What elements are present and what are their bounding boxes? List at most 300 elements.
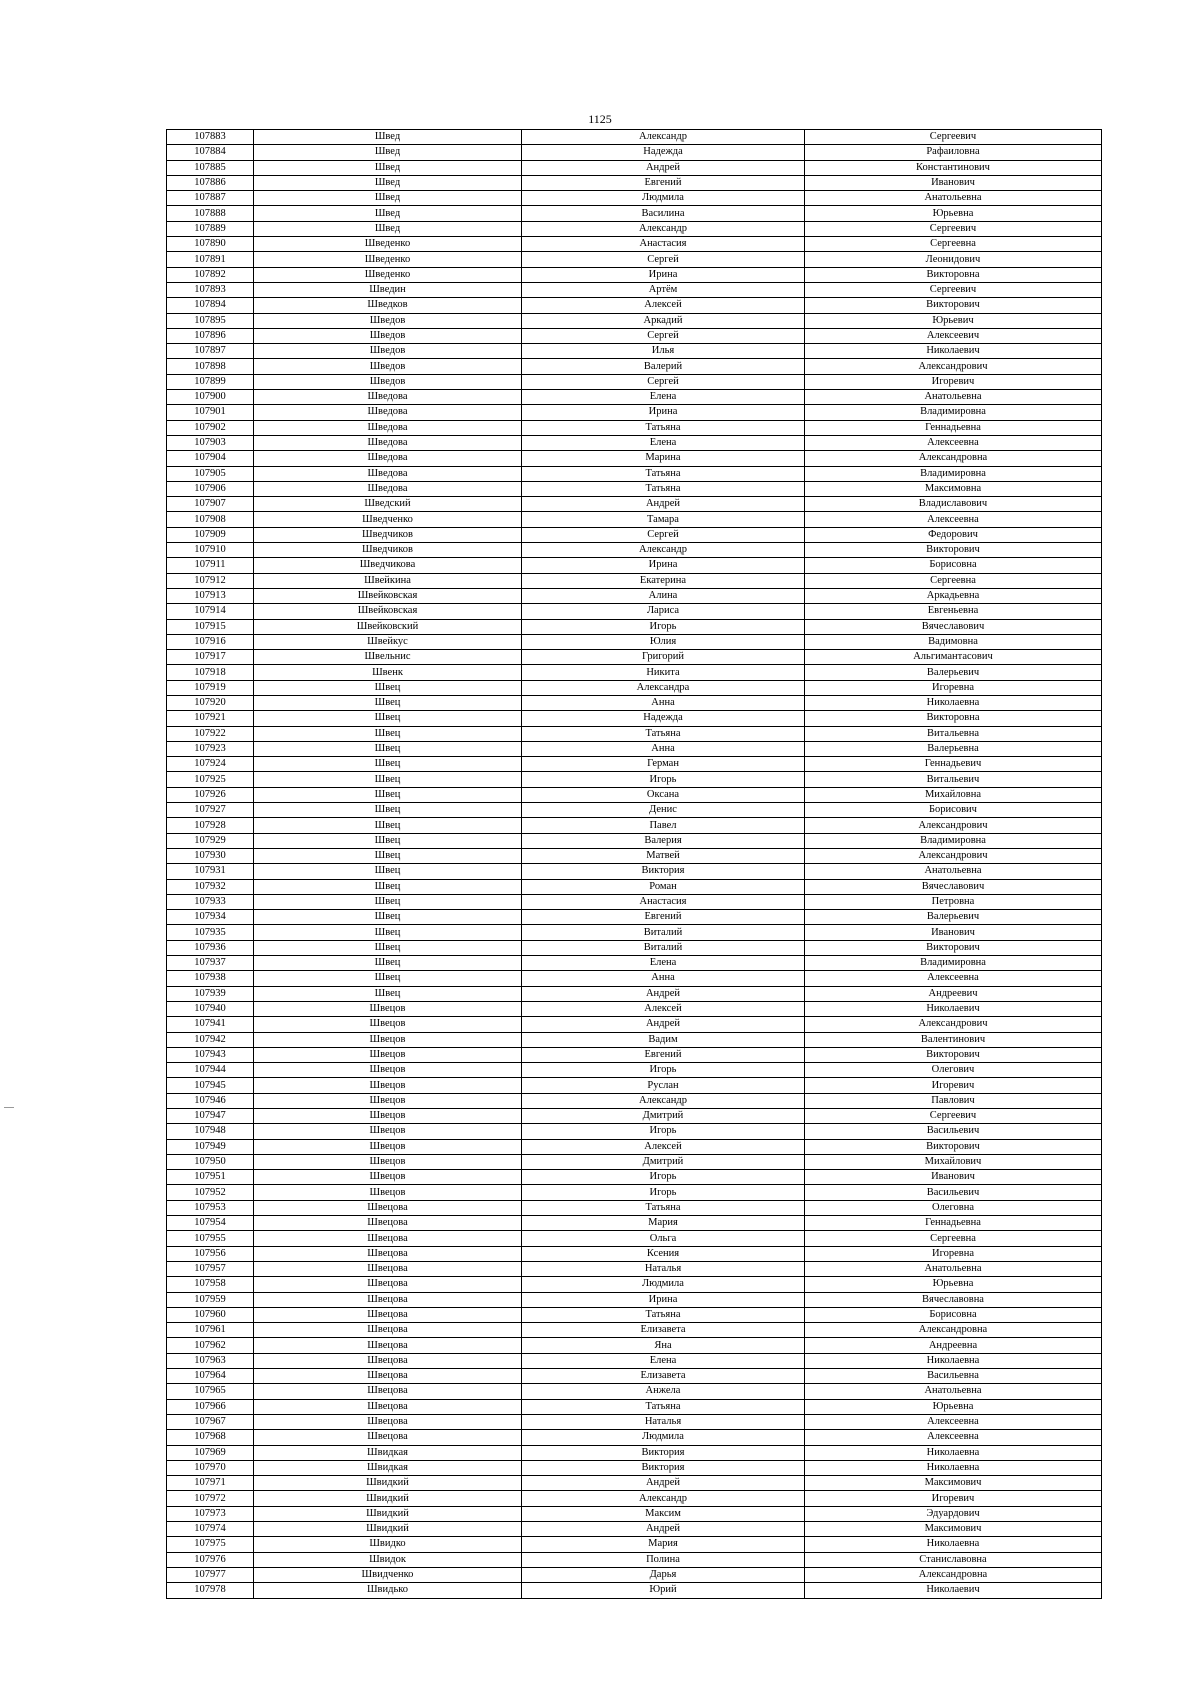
first-name-cell: Дарья — [522, 1567, 805, 1582]
patronymic-cell: Николаевич — [805, 344, 1102, 359]
surname-cell: Швец — [254, 879, 522, 894]
patronymic-cell: Александрович — [805, 818, 1102, 833]
surname-cell: Швецов — [254, 1139, 522, 1154]
patronymic-cell: Сергеевич — [805, 1109, 1102, 1124]
record-number-cell: 107938 — [167, 971, 254, 986]
table-row — [167, 910, 1102, 925]
first-name-cell: Евгений — [522, 910, 805, 925]
record-number-cell: 107962 — [167, 1338, 254, 1353]
surname-cell: Швецова — [254, 1369, 522, 1384]
table-row — [167, 925, 1102, 940]
table-row — [167, 130, 1102, 145]
record-number-cell: 107936 — [167, 940, 254, 955]
surname-cell: Швецов — [254, 1047, 522, 1062]
record-number-cell: 107958 — [167, 1277, 254, 1292]
table-row — [167, 986, 1102, 1001]
table-row — [167, 1063, 1102, 1078]
table-row — [167, 772, 1102, 787]
record-number-cell: 107913 — [167, 588, 254, 603]
surname-cell: Швецова — [254, 1231, 522, 1246]
first-name-cell: Дмитрий — [522, 1154, 805, 1169]
record-number-cell: 107951 — [167, 1170, 254, 1185]
table-row — [167, 1445, 1102, 1460]
table-row — [167, 191, 1102, 206]
surname-cell: Швецова — [254, 1246, 522, 1261]
record-number-cell: 107887 — [167, 191, 254, 206]
first-name-cell: Андрей — [522, 986, 805, 1001]
first-name-cell: Ксения — [522, 1246, 805, 1261]
surname-cell: Швец — [254, 894, 522, 909]
table-row — [167, 267, 1102, 282]
first-name-cell: Наталья — [522, 1261, 805, 1276]
table-row — [167, 390, 1102, 405]
first-name-cell: Игорь — [522, 1170, 805, 1185]
surname-cell: Швецова — [254, 1200, 522, 1215]
patronymic-cell: Анатольевна — [805, 390, 1102, 405]
surname-cell: Швецов — [254, 1093, 522, 1108]
record-number-cell: 107933 — [167, 894, 254, 909]
table-row — [167, 573, 1102, 588]
surname-cell: Швецов — [254, 1078, 522, 1093]
surname-cell: Швецова — [254, 1414, 522, 1429]
first-name-cell: Сергей — [522, 328, 805, 343]
first-name-cell: Андрей — [522, 497, 805, 512]
record-number-cell: 107976 — [167, 1552, 254, 1567]
surname-cell: Швецов — [254, 1109, 522, 1124]
table-row — [167, 1216, 1102, 1231]
patronymic-cell: Николаевич — [805, 1001, 1102, 1016]
patronymic-cell: Витальевна — [805, 726, 1102, 741]
first-name-cell: Татьяна — [522, 1399, 805, 1414]
patronymic-cell: Геннадьевна — [805, 420, 1102, 435]
table-row — [167, 665, 1102, 680]
surname-cell: Швец — [254, 772, 522, 787]
patronymic-cell: Александрович — [805, 1017, 1102, 1032]
first-name-cell: Лариса — [522, 604, 805, 619]
first-name-cell: Григорий — [522, 650, 805, 665]
table-row — [167, 1109, 1102, 1124]
first-name-cell: Елизавета — [522, 1323, 805, 1338]
table-row — [167, 1078, 1102, 1093]
surname-cell: Швецов — [254, 1185, 522, 1200]
record-number-cell: 107934 — [167, 910, 254, 925]
record-number-cell: 107974 — [167, 1522, 254, 1537]
table-row — [167, 497, 1102, 512]
patronymic-cell: Сергеевич — [805, 130, 1102, 145]
record-number-cell: 107900 — [167, 390, 254, 405]
first-name-cell: Яна — [522, 1338, 805, 1353]
table-row — [167, 1430, 1102, 1445]
table-row — [167, 466, 1102, 481]
record-number-cell: 107914 — [167, 604, 254, 619]
record-number-cell: 107893 — [167, 282, 254, 297]
surname-cell: Швидченко — [254, 1567, 522, 1582]
patronymic-cell: Максимович — [805, 1476, 1102, 1491]
registry-table — [166, 129, 1102, 1599]
record-number-cell: 107923 — [167, 741, 254, 756]
first-name-cell: Игорь — [522, 619, 805, 634]
surname-cell: Шведова — [254, 435, 522, 450]
record-number-cell: 107926 — [167, 787, 254, 802]
surname-cell: Швецов — [254, 1063, 522, 1078]
record-number-cell: 107928 — [167, 818, 254, 833]
record-number-cell: 107977 — [167, 1567, 254, 1582]
patronymic-cell: Федорович — [805, 527, 1102, 542]
record-number-cell: 107937 — [167, 956, 254, 971]
surname-cell: Швец — [254, 726, 522, 741]
record-number-cell: 107907 — [167, 497, 254, 512]
record-number-cell: 107955 — [167, 1231, 254, 1246]
record-number-cell: 107895 — [167, 313, 254, 328]
patronymic-cell: Анатольевна — [805, 1261, 1102, 1276]
first-name-cell: Надежда — [522, 711, 805, 726]
patronymic-cell: Васильевич — [805, 1185, 1102, 1200]
first-name-cell: Вадим — [522, 1032, 805, 1047]
surname-cell: Швидок — [254, 1552, 522, 1567]
first-name-cell: Виктория — [522, 1460, 805, 1475]
surname-cell: Швец — [254, 711, 522, 726]
first-name-cell: Елизавета — [522, 1369, 805, 1384]
surname-cell: Шведенко — [254, 252, 522, 267]
surname-cell: Швейковский — [254, 619, 522, 634]
first-name-cell: Татьяна — [522, 481, 805, 496]
surname-cell: Швец — [254, 971, 522, 986]
table-row — [167, 1338, 1102, 1353]
record-number-cell: 107909 — [167, 527, 254, 542]
patronymic-cell: Викторович — [805, 940, 1102, 955]
first-name-cell: Руслан — [522, 1078, 805, 1093]
first-name-cell: Елена — [522, 1353, 805, 1368]
surname-cell: Шведенко — [254, 237, 522, 252]
record-number-cell: 107889 — [167, 221, 254, 236]
patronymic-cell: Сергеевна — [805, 573, 1102, 588]
first-name-cell: Анна — [522, 741, 805, 756]
surname-cell: Швец — [254, 818, 522, 833]
patronymic-cell: Викторович — [805, 543, 1102, 558]
table-row — [167, 206, 1102, 221]
patronymic-cell: Николаевна — [805, 1353, 1102, 1368]
table-row — [167, 221, 1102, 236]
patronymic-cell: Андреевна — [805, 1338, 1102, 1353]
table-row — [167, 741, 1102, 756]
record-number-cell: 107911 — [167, 558, 254, 573]
first-name-cell: Ирина — [522, 1292, 805, 1307]
surname-cell: Швецова — [254, 1323, 522, 1338]
patronymic-cell: Юрьевна — [805, 1277, 1102, 1292]
table-row — [167, 1292, 1102, 1307]
record-number-cell: 107912 — [167, 573, 254, 588]
first-name-cell: Александра — [522, 680, 805, 695]
patronymic-cell: Максимович — [805, 1522, 1102, 1537]
first-name-cell: Алексей — [522, 1139, 805, 1154]
record-number-cell: 107956 — [167, 1246, 254, 1261]
surname-cell: Швидкий — [254, 1522, 522, 1537]
patronymic-cell: Алексеевна — [805, 971, 1102, 986]
record-number-cell: 107901 — [167, 405, 254, 420]
record-number-cell: 107932 — [167, 879, 254, 894]
table-row — [167, 588, 1102, 603]
patronymic-cell: Станиславовна — [805, 1552, 1102, 1567]
first-name-cell: Ирина — [522, 558, 805, 573]
record-number-cell: 107954 — [167, 1216, 254, 1231]
patronymic-cell: Геннадьевич — [805, 757, 1102, 772]
patronymic-cell: Александрович — [805, 848, 1102, 863]
first-name-cell: Анастасия — [522, 237, 805, 252]
surname-cell: Швейкус — [254, 634, 522, 649]
record-number-cell: 107890 — [167, 237, 254, 252]
surname-cell: Шведчиков — [254, 543, 522, 558]
patronymic-cell: Николаевна — [805, 1460, 1102, 1475]
surname-cell: Швед — [254, 145, 522, 160]
surname-cell: Швец — [254, 848, 522, 863]
table-row — [167, 1476, 1102, 1491]
patronymic-cell: Николаевна — [805, 1445, 1102, 1460]
patronymic-cell: Иванович — [805, 175, 1102, 190]
table-row — [167, 1017, 1102, 1032]
patronymic-cell: Николаевна — [805, 1537, 1102, 1552]
first-name-cell: Артём — [522, 282, 805, 297]
table-row — [167, 420, 1102, 435]
surname-cell: Шведчиков — [254, 527, 522, 542]
patronymic-cell: Викторовна — [805, 711, 1102, 726]
first-name-cell: Екатерина — [522, 573, 805, 588]
record-number-cell: 107971 — [167, 1476, 254, 1491]
patronymic-cell: Викторович — [805, 1139, 1102, 1154]
table-row — [167, 252, 1102, 267]
table-row — [167, 634, 1102, 649]
first-name-cell: Андрей — [522, 1476, 805, 1491]
record-number-cell: 107922 — [167, 726, 254, 741]
table-row — [167, 374, 1102, 389]
first-name-cell: Людмила — [522, 191, 805, 206]
record-number-cell: 107957 — [167, 1261, 254, 1276]
first-name-cell: Татьяна — [522, 726, 805, 741]
first-name-cell: Андрей — [522, 1522, 805, 1537]
table-row — [167, 1307, 1102, 1322]
patronymic-cell: Викторович — [805, 1047, 1102, 1062]
table-row — [167, 298, 1102, 313]
patronymic-cell: Анатольевна — [805, 191, 1102, 206]
first-name-cell: Тамара — [522, 512, 805, 527]
patronymic-cell: Анатольевна — [805, 864, 1102, 879]
surname-cell: Швейковская — [254, 604, 522, 619]
patronymic-cell: Юрьевич — [805, 313, 1102, 328]
table-row — [167, 787, 1102, 802]
patronymic-cell: Сергеевич — [805, 221, 1102, 236]
surname-cell: Швец — [254, 695, 522, 710]
surname-cell: Швидкая — [254, 1460, 522, 1475]
table-row — [167, 879, 1102, 894]
first-name-cell: Алина — [522, 588, 805, 603]
patronymic-cell: Владимировна — [805, 956, 1102, 971]
table-row — [167, 971, 1102, 986]
record-number-cell: 107967 — [167, 1414, 254, 1429]
table-row — [167, 1047, 1102, 1062]
record-number-cell: 107944 — [167, 1063, 254, 1078]
record-number-cell: 107930 — [167, 848, 254, 863]
table-row — [167, 1552, 1102, 1567]
first-name-cell: Андрей — [522, 160, 805, 175]
table-row — [167, 956, 1102, 971]
record-number-cell: 107973 — [167, 1506, 254, 1521]
patronymic-cell: Анатольевна — [805, 1384, 1102, 1399]
table-row — [167, 1032, 1102, 1047]
surname-cell: Шведский — [254, 497, 522, 512]
surname-cell: Швидко — [254, 1537, 522, 1552]
first-name-cell: Ирина — [522, 405, 805, 420]
first-name-cell: Сергей — [522, 374, 805, 389]
surname-cell: Швец — [254, 741, 522, 756]
first-name-cell: Людмила — [522, 1430, 805, 1445]
table-row — [167, 481, 1102, 496]
surname-cell: Швец — [254, 986, 522, 1001]
surname-cell: Швед — [254, 191, 522, 206]
table-row — [167, 833, 1102, 848]
surname-cell: Шведова — [254, 481, 522, 496]
record-number-cell: 107902 — [167, 420, 254, 435]
patronymic-cell: Вячеславович — [805, 879, 1102, 894]
table-row — [167, 160, 1102, 175]
surname-cell: Шведков — [254, 298, 522, 313]
patronymic-cell: Александрович — [805, 359, 1102, 374]
patronymic-cell: Вячеславовна — [805, 1292, 1102, 1307]
table-row — [167, 1399, 1102, 1414]
patronymic-cell: Владиславович — [805, 497, 1102, 512]
first-name-cell: Денис — [522, 803, 805, 818]
record-number-cell: 107950 — [167, 1154, 254, 1169]
first-name-cell: Анастасия — [522, 894, 805, 909]
first-name-cell: Аркадий — [522, 313, 805, 328]
record-number-cell: 107925 — [167, 772, 254, 787]
record-number-cell: 107896 — [167, 328, 254, 343]
first-name-cell: Игорь — [522, 1063, 805, 1078]
surname-cell: Шведова — [254, 405, 522, 420]
patronymic-cell: Алексеевна — [805, 1430, 1102, 1445]
surname-cell: Шведов — [254, 344, 522, 359]
record-number-cell: 107916 — [167, 634, 254, 649]
patronymic-cell: Игоревич — [805, 1491, 1102, 1506]
surname-cell: Швенк — [254, 665, 522, 680]
surname-cell: Шведова — [254, 390, 522, 405]
record-number-cell: 107919 — [167, 680, 254, 695]
patronymic-cell: Валентинович — [805, 1032, 1102, 1047]
surname-cell: Швецова — [254, 1261, 522, 1276]
table-row — [167, 145, 1102, 160]
record-number-cell: 107942 — [167, 1032, 254, 1047]
table-row — [167, 1185, 1102, 1200]
first-name-cell: Татьяна — [522, 420, 805, 435]
patronymic-cell: Александровна — [805, 451, 1102, 466]
surname-cell: Швецов — [254, 1001, 522, 1016]
first-name-cell: Александр — [522, 221, 805, 236]
table-row — [167, 940, 1102, 955]
table-row — [167, 1369, 1102, 1384]
surname-cell: Швецова — [254, 1216, 522, 1231]
patronymic-cell: Валерьевич — [805, 910, 1102, 925]
table-row — [167, 1261, 1102, 1276]
table-row — [167, 1491, 1102, 1506]
patronymic-cell: Юрьевна — [805, 206, 1102, 221]
surname-cell: Швец — [254, 680, 522, 695]
table-row — [167, 1093, 1102, 1108]
surname-cell: Швейковская — [254, 588, 522, 603]
record-number-cell: 107975 — [167, 1537, 254, 1552]
patronymic-cell: Леонидович — [805, 252, 1102, 267]
record-number-cell: 107929 — [167, 833, 254, 848]
table-row — [167, 650, 1102, 665]
patronymic-cell: Иванович — [805, 1170, 1102, 1185]
patronymic-cell: Евгеньевна — [805, 604, 1102, 619]
record-number-cell: 107963 — [167, 1353, 254, 1368]
surname-cell: Шведов — [254, 328, 522, 343]
table-row — [167, 1277, 1102, 1292]
surname-cell: Швецова — [254, 1292, 522, 1307]
record-number-cell: 107917 — [167, 650, 254, 665]
patronymic-cell: Сергеевич — [805, 282, 1102, 297]
record-number-cell: 107927 — [167, 803, 254, 818]
table-row — [167, 1323, 1102, 1338]
patronymic-cell: Михайлович — [805, 1154, 1102, 1169]
first-name-cell: Анна — [522, 971, 805, 986]
record-number-cell: 107886 — [167, 175, 254, 190]
record-number-cell: 107906 — [167, 481, 254, 496]
table-row — [167, 1170, 1102, 1185]
record-number-cell: 107961 — [167, 1323, 254, 1338]
table-row — [167, 313, 1102, 328]
table-row — [167, 1414, 1102, 1429]
surname-cell: Швец — [254, 803, 522, 818]
surname-cell: Швец — [254, 833, 522, 848]
first-name-cell: Ольга — [522, 1231, 805, 1246]
first-name-cell: Илья — [522, 344, 805, 359]
surname-cell: Швец — [254, 787, 522, 802]
first-name-cell: Евгений — [522, 1047, 805, 1062]
patronymic-cell: Юрьевна — [805, 1399, 1102, 1414]
record-number-cell: 107897 — [167, 344, 254, 359]
patronymic-cell: Алексеевич — [805, 328, 1102, 343]
surname-cell: Швецова — [254, 1399, 522, 1414]
table-row — [167, 282, 1102, 297]
first-name-cell: Александр — [522, 543, 805, 558]
first-name-cell: Игорь — [522, 772, 805, 787]
record-number-cell: 107964 — [167, 1369, 254, 1384]
table-row — [167, 1460, 1102, 1475]
table-row — [167, 818, 1102, 833]
surname-cell: Шведченко — [254, 512, 522, 527]
first-name-cell: Роман — [522, 879, 805, 894]
first-name-cell: Анна — [522, 695, 805, 710]
table-row — [167, 1154, 1102, 1169]
record-number-cell: 107945 — [167, 1078, 254, 1093]
patronymic-cell: Игоревич — [805, 1078, 1102, 1093]
first-name-cell: Татьяна — [522, 1200, 805, 1215]
record-number-cell: 107905 — [167, 466, 254, 481]
table-row — [167, 451, 1102, 466]
patronymic-cell: Васильевич — [805, 1124, 1102, 1139]
first-name-cell: Анжела — [522, 1384, 805, 1399]
record-number-cell: 107931 — [167, 864, 254, 879]
record-number-cell: 107921 — [167, 711, 254, 726]
first-name-cell: Надежда — [522, 145, 805, 160]
surname-cell: Швед — [254, 221, 522, 236]
table-row — [167, 1200, 1102, 1215]
record-number-cell: 107948 — [167, 1124, 254, 1139]
patronymic-cell: Константинович — [805, 160, 1102, 175]
first-name-cell: Оксана — [522, 787, 805, 802]
patronymic-cell: Валерьевна — [805, 741, 1102, 756]
table-row — [167, 848, 1102, 863]
patronymic-cell: Игоревич — [805, 374, 1102, 389]
